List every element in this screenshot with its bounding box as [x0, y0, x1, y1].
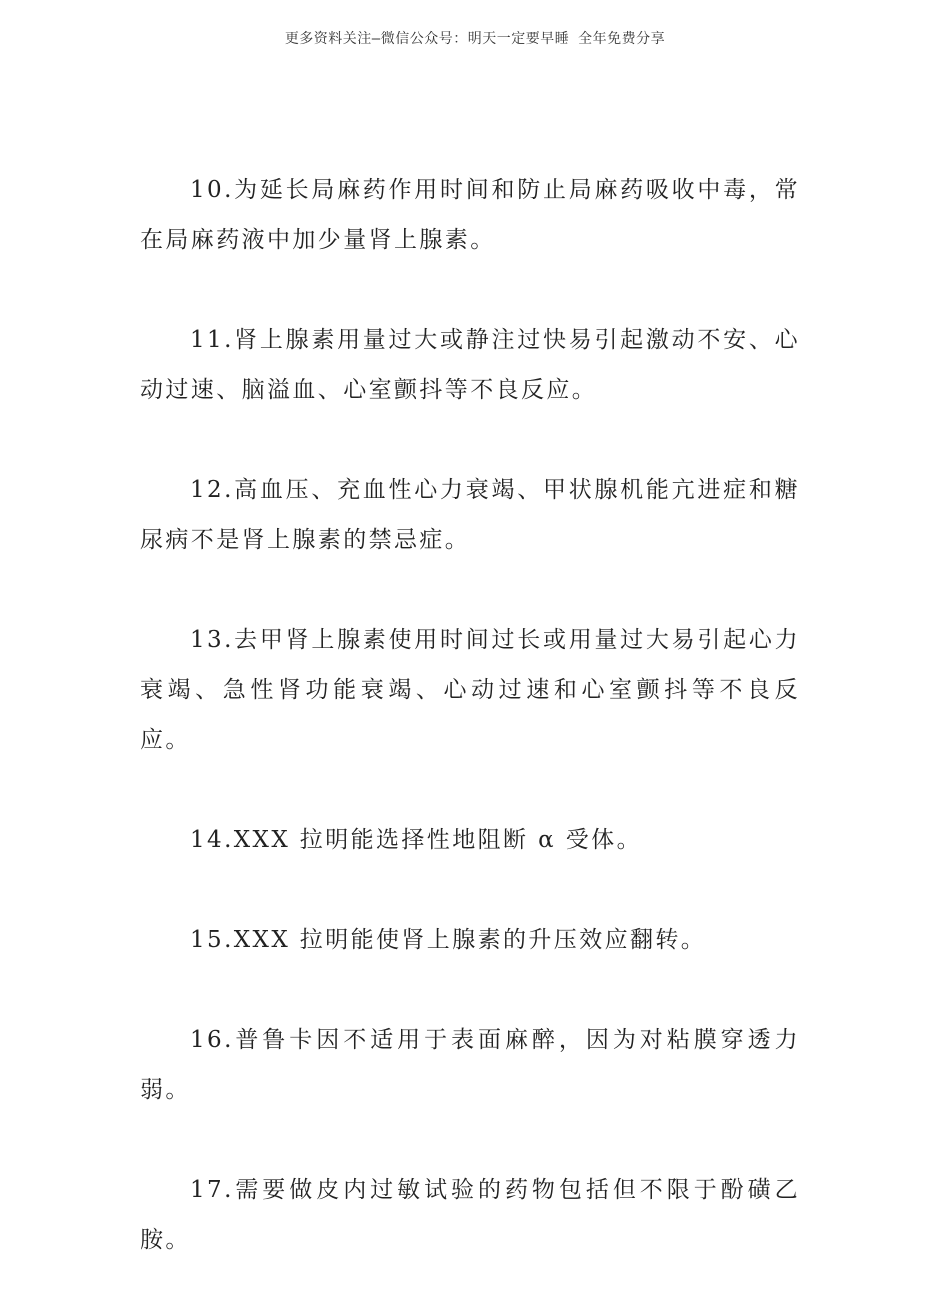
- paragraph-16: 16.普鲁卡因不适用于表面麻醉，因为对粘膜穿透力弱。: [140, 1027, 800, 1103]
- paragraph-17: 17.需要做皮内过敏试验的药物包括但不限于酚磺乙胺。: [140, 1177, 800, 1253]
- document-body: [140, 165, 800, 1315]
- paragraph-15: 15.XXX 拉明能使肾上腺素的升压效应翻转。: [190, 927, 707, 953]
- paragraph-11: 11.肾上腺素用量过大或静注过快易引起激动不安、心动过速、脑溢血、心室颤抖等不良反应。: [140, 327, 800, 403]
- paragraph-13: 13.去甲肾上腺素使用时间过长或用量过大易引起心力衰竭、急性肾功能衰竭、心动过速和心室颤抖等不良反应。: [140, 627, 800, 753]
- page-header: 更多资料关注—微信公众号：明天一定要早睡 全年免费分享: [284, 31, 666, 47]
- paragraph-10: 10.为延长局麻药作用时间和防止局麻药吸收中毒，常在局麻药液中加少量肾上腺素。: [140, 177, 800, 253]
- paragraph-14: 14.XXX 拉明能选择性地阻断 α 受体。: [190, 827, 642, 853]
- paragraph-12: 12.高血压、充血性心力衰竭、甲状腺机能亢进症和糖尿病不是肾上腺素的禁忌症。: [140, 477, 800, 553]
